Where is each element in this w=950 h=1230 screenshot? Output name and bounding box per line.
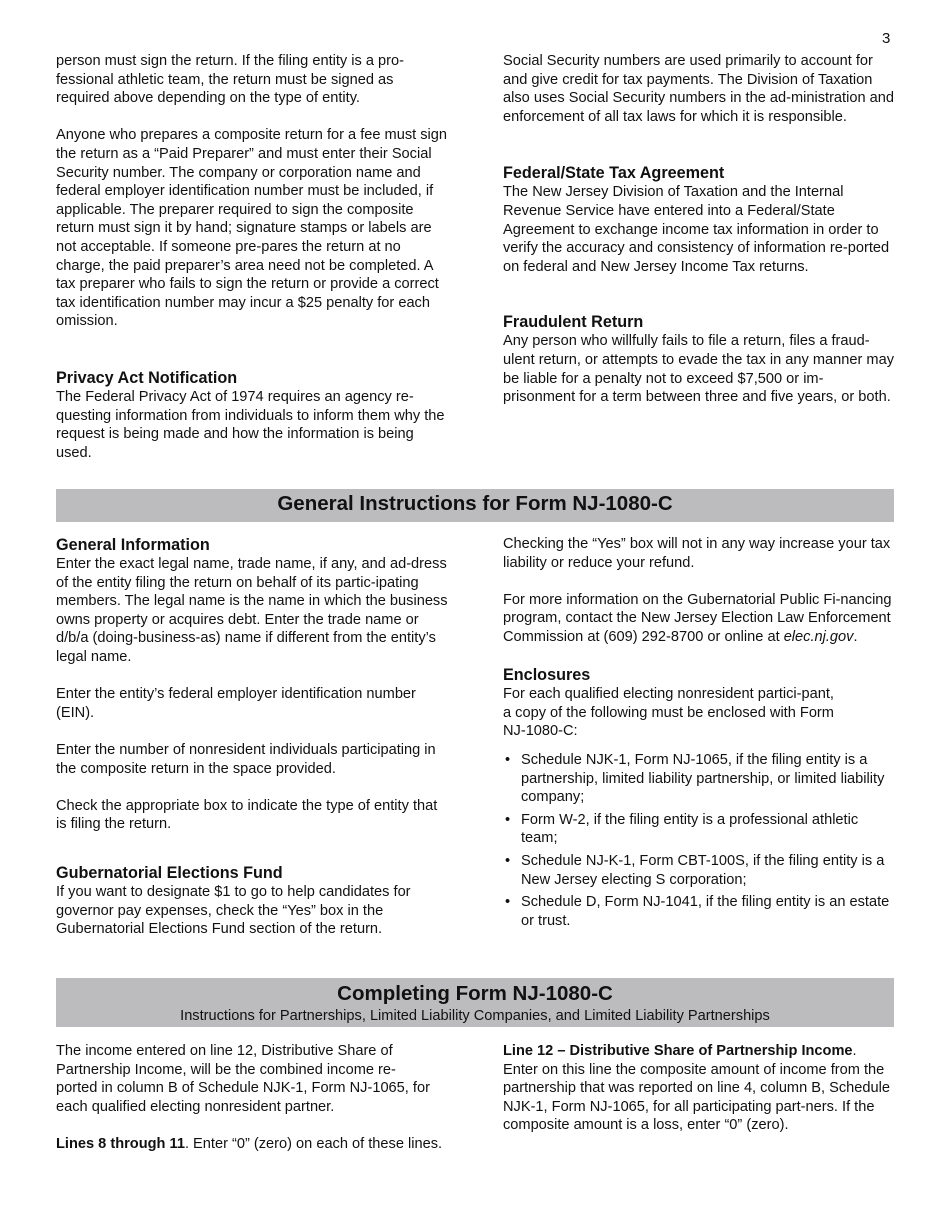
fraud-heading: Fraudulent Return xyxy=(503,313,644,332)
completing-banner-title: Completing Form NJ-1080-C xyxy=(337,982,613,1005)
enclosures-intro: For each qualified electing nonresident partici-pant, a copy of the following must be enclosed with Form NJ-1080-C: xyxy=(503,686,834,740)
enclosures-heading: Enclosures xyxy=(503,666,591,685)
agreement-heading: Federal/State Tax Agreement xyxy=(503,164,725,183)
period: . xyxy=(853,628,858,645)
income-paragraph: The income entered on line 12, Distributive Share of Partnership Income, will be the combined income re-ported in column B of Schedule NJK-1, Form NJ-1065, for each qualified electing nonresident partner. xyxy=(56,1043,430,1115)
line-12-period: . xyxy=(852,1043,857,1059)
entity-type-text: Check the appropriate box to indicate the type of entity that is filing the return. xyxy=(56,797,438,833)
ssn-paragraph: Social Security numbers are used primarily to account for and give credit for tax payments. The Division of Taxation also uses Social Security numbers in the ad-ministration and enforcement of all tax laws for which it is responsible. xyxy=(503,53,894,125)
signing-paragraph: person must sign the return. If the filing entity is a pro-fessional athletic team, the return must be signed as required above depending on the type of entity. xyxy=(56,53,404,107)
line-12-text: Enter on this line the composite amount of income from the partnership that was reported on line 4, column B, Schedule NJK-1, Form NJ-1065, for all participating part-ners. If the composite amount is a loss, enter “0” (zero). xyxy=(503,1061,890,1134)
general-left-column xyxy=(56,535,448,939)
general-banner-title: General Instructions for Form NJ-1080-C xyxy=(277,492,673,515)
top-left-column xyxy=(56,52,448,462)
elections-fund-text: If you want to designate $1 to go to help candidates for governor pay expenses, check the “Yes” box in the Gubernatorial Elections Fund section of the return. xyxy=(56,883,411,938)
ein-text: Enter the entity’s federal employer identification number (EIN). xyxy=(56,686,416,721)
page-number: 3 xyxy=(882,30,891,47)
lines-8-11-text: . Enter “0” (zero) on each of these lines. xyxy=(184,1135,443,1152)
members-text: Enter the number of nonresident individuals participating in the composite return in the space provided. xyxy=(56,741,436,777)
fraud-text: Any person who willfully fails to file a return, files a fraud-ulent return, or attempts to evade the tax in any manner may be liable for a penalty not to exceed $7,500 or im-prisonment for a term between three and five years, or both. xyxy=(503,333,894,406)
lines-8-11-paragraph xyxy=(56,1135,448,1154)
privacy-text: The Federal Privacy Act of 1974 requires an agency re-questing information from individuals to inform them why the request is being made and how the information is being used. xyxy=(56,388,445,461)
general-info-text: Enter the exact legal name, trade name, if any, and ad-dress of the entity filing the return on behalf of its partic-ipating members. The legal name is the name in which the business owns property or acquires debt. Enter the trade name or d/b/a (doing-business-as) name if different from the entity’s legal name. xyxy=(56,556,448,665)
completing-right-column xyxy=(503,1042,895,1135)
yes-box-text: Checking the “Yes” box will not in any way increase your tax liability or reduce your refund. xyxy=(503,536,891,571)
website-link[interactable]: elec.nj.gov xyxy=(783,628,854,645)
more-info-text: For more information on the Gubernatorial Public Fi-nancing program, contact the New Jersey Election Law Enforcement Commission at (609) 292-8700 or online at xyxy=(503,591,892,645)
completing-banner xyxy=(56,978,894,1027)
enclosures-list xyxy=(503,751,895,930)
line-12-label: Line 12 – Distributive Share of Partnership Income xyxy=(503,1043,853,1059)
elections-fund-heading: Gubernatorial Elections Fund xyxy=(56,863,283,882)
line-12-paragraph xyxy=(503,1042,895,1135)
paid-preparer-paragraph: Anyone who prepares a composite return for a fee must sign the return as a “Paid Preparer” and must enter their Social Security number. The company or corporation name and federal employer identification number must be included, if applicable. The preparer required to sign the composite return must sign it by hand; signature stamps or labels are not acceptable. If someone pre-pares the return at no charge, the paid preparer’s area need not be completed. A tax preparer who fails to sign the return or provide a correct tax identification number may incur a $25 penalty for each omission. xyxy=(56,127,447,330)
general-instructions-banner xyxy=(56,489,894,522)
list-item: • Schedule NJK-1, Form NJ-1065, if the filing entity is a partnership, limited liability partnership, or limited liability company; xyxy=(503,751,895,807)
more-info-paragraph xyxy=(503,591,895,647)
agreement-text: The New Jersey Division of Taxation and the Internal Revenue Service have entered into a Federal/State Agreement to exchange income tax information in order to verify the accuracy and consistency of information re-ported on federal and New Jersey Income Tax returns. xyxy=(503,184,890,275)
general-right-column xyxy=(503,535,895,934)
list-item: • Schedule D, Form NJ-1041, if the filing entity is an estate or trust. xyxy=(503,893,895,930)
privacy-heading: Privacy Act Notification xyxy=(56,368,238,387)
completing-left-column xyxy=(56,1042,448,1154)
top-right-column xyxy=(503,52,895,407)
completing-banner-subtitle: Instructions for Partnerships, Limited Liability Companies, and Limited Liability Partnerships xyxy=(180,1008,770,1024)
general-info-heading: General Information xyxy=(56,536,210,554)
list-item: • Schedule NJ-K-1, Form CBT-100S, if the filing entity is a New Jersey electing S corporation; xyxy=(503,852,895,889)
lines-8-11-label: Lines 8 through 11 xyxy=(56,1135,185,1152)
list-item: • Form W-2, if the filing entity is a professional athletic team; xyxy=(503,811,895,848)
